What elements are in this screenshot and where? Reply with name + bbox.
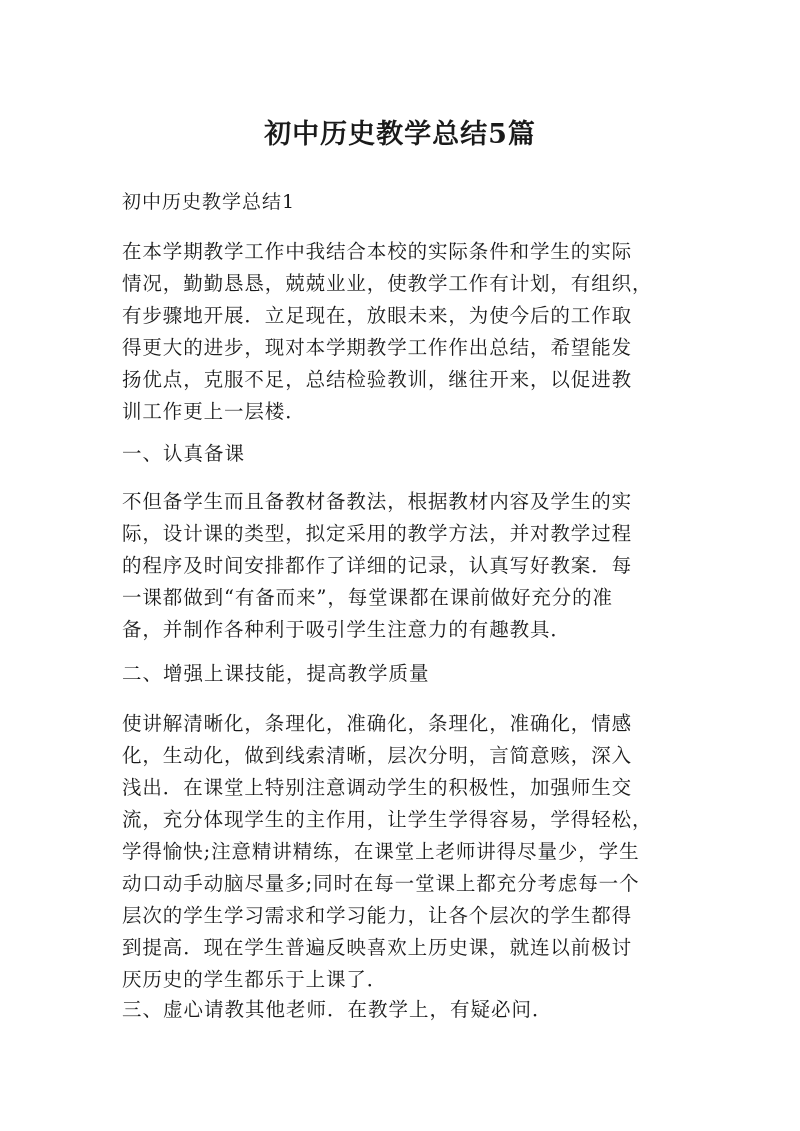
paragraph-line: 扬优点，克服不足，总结检验教训，继往开来，以促进教	[122, 368, 633, 391]
paragraph-line: 层次的学生学习需求和学习能力，让各个层次的学生都得	[122, 904, 633, 927]
paragraph-line: 训工作更上一层楼．	[122, 400, 306, 423]
paragraph-intro	[122, 236, 682, 428]
paragraph-line: 流，充分体现学生的主作用，让学生学得容易，学得轻松，	[122, 808, 653, 831]
paragraph-line: 学得愉快;注意精讲精练，在课堂上老师讲得尽量少，学生	[122, 840, 640, 863]
document-title: 初中历史教学总结5篇	[264, 119, 536, 150]
paragraph-line: 有步骤地开展．立足现在，放眼未来，为使今后的工作取	[122, 304, 633, 327]
paragraph-line: 厌历史的学生都乐于上课了．	[122, 968, 388, 991]
paragraph-teaching-quality	[122, 708, 682, 996]
paragraph-line: 得更大的进步，现对本学期教学工作作出总结，希望能发	[122, 336, 633, 359]
paragraph-line: 浅出．在课堂上特别注意调动学生的积极性，加强师生交	[122, 776, 633, 799]
paragraph-line: 到提高．现在学生普遍反映喜欢上历史课，就连以前极讨	[122, 936, 633, 959]
paragraph-prepare-lessons	[122, 486, 682, 646]
section-heading-3: 三、虚心请教其他老师．在教学上，有疑必问．	[122, 998, 553, 1021]
document-subtitle: 初中历史教学总结1	[122, 191, 296, 213]
paragraph-line: 情况，勤勤恳恳，兢兢业业，使教学工作有计划，有组织，	[122, 272, 653, 295]
paragraph-line: 化，生动化，做到线索清晰，层次分明，言简意赅，深入	[122, 744, 633, 767]
paragraph-line: 在本学期教学工作中我结合本校的实际条件和学生的实际	[122, 240, 633, 263]
section-heading-2: 二、增强上课技能，提高教学质量	[122, 662, 430, 685]
paragraph-line: 一课都做到“有备而来”，每堂课都在课前做好充分的准	[122, 586, 613, 609]
paragraph-line: 使讲解清晰化，条理化，准确化，条理化，准确化，情感	[122, 712, 633, 735]
paragraph-line: 的程序及时间安排都作了详细的记录，认真写好教案．每	[122, 554, 633, 577]
paragraph-line: 际，设计课的类型，拟定采用的教学方法，并对教学过程	[122, 522, 633, 545]
paragraph-line: 不但备学生而且备教材备教法，根据教材内容及学生的实	[122, 490, 633, 513]
paragraph-line: 备，并制作各种利于吸引学生注意力的有趣教具．	[122, 618, 571, 641]
section-heading-1: 一、认真备课	[122, 442, 246, 465]
paragraph-line: 动口动手动脑尽量多;同时在每一堂课上都充分考虑每一个	[122, 872, 640, 895]
